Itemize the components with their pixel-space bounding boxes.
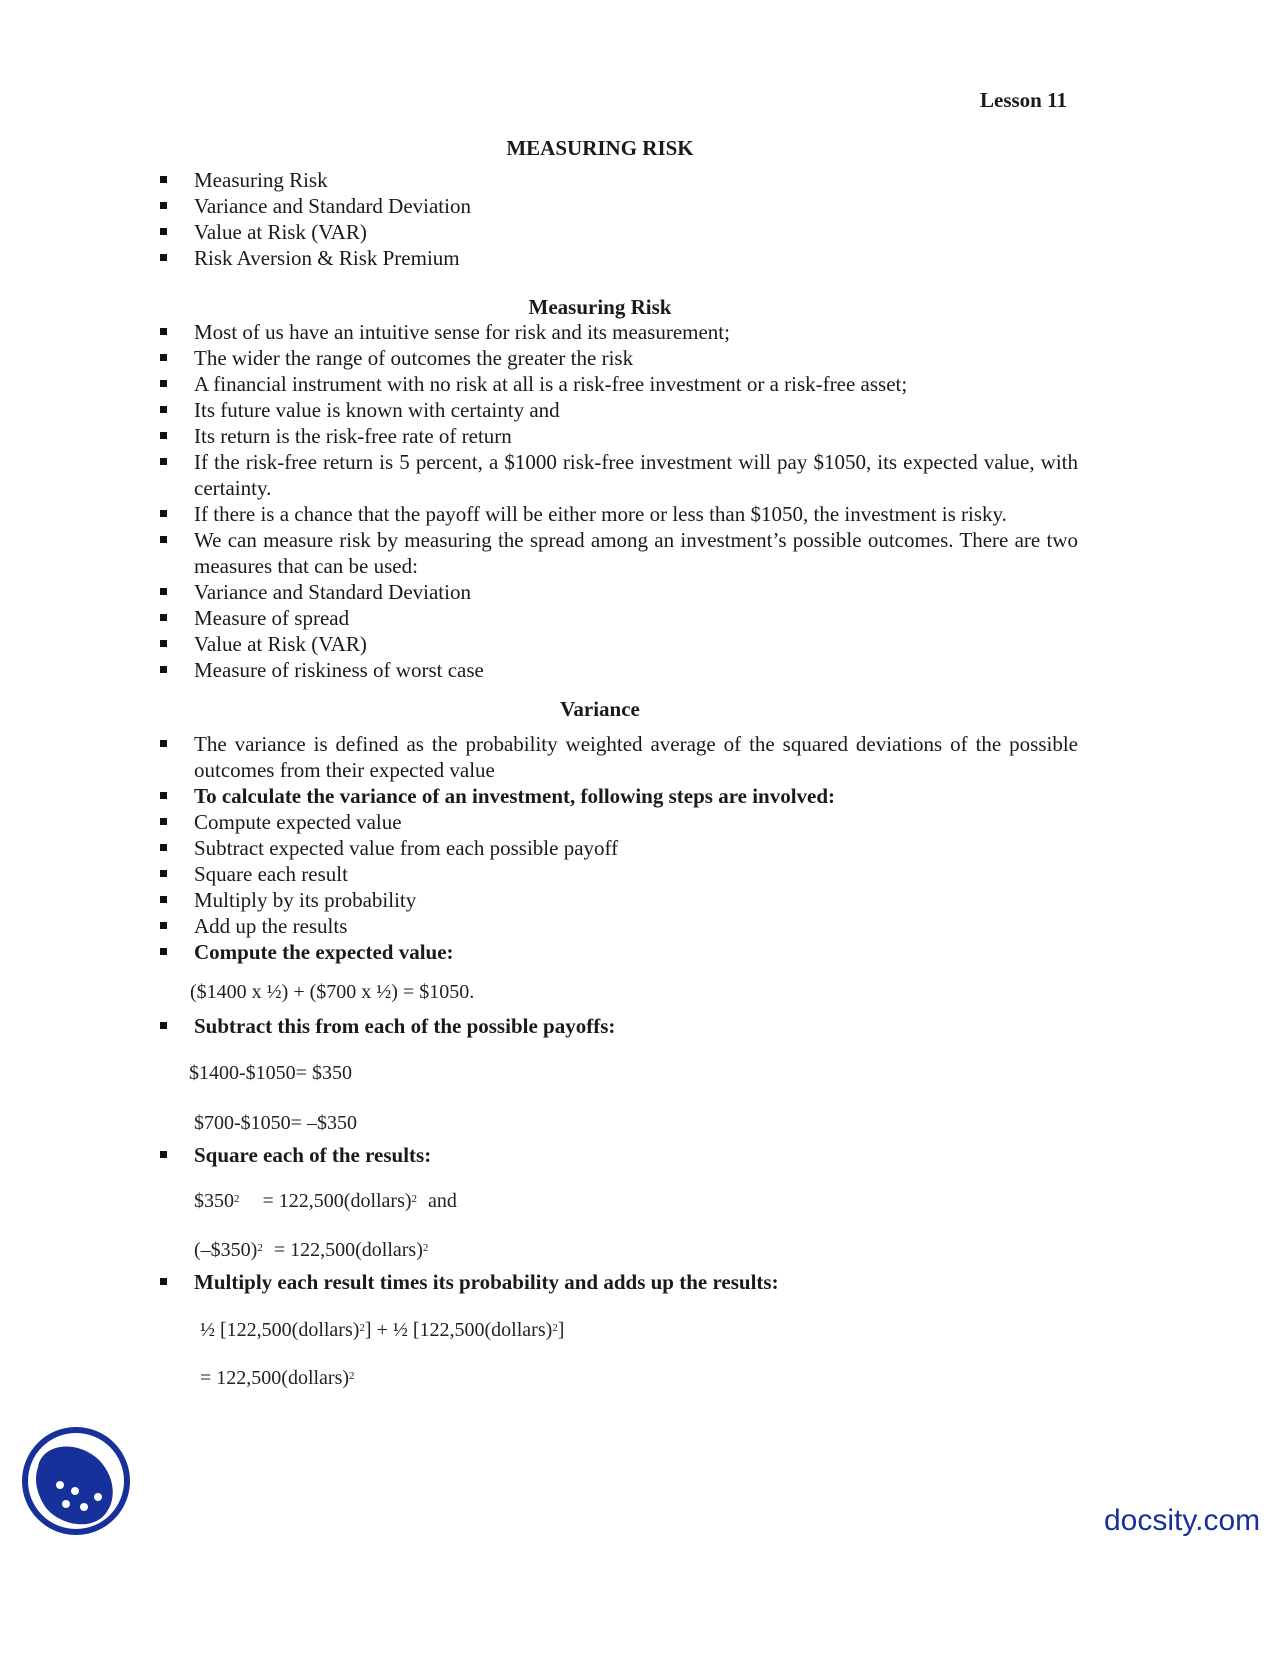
list-item: Variance and Standard Deviation	[158, 579, 1078, 605]
list-item: Variance and Standard Deviation	[158, 193, 1078, 219]
list-item: Its future value is known with certainty and	[158, 397, 1078, 423]
docsity-brand-link[interactable]: docsity.com	[1104, 1504, 1261, 1537]
list-item: Measuring Risk	[158, 167, 1078, 193]
list-item: Measure of spread	[158, 605, 1078, 631]
list-item: The variance is defined as the probability weighted average of the squared deviations of the possible outcomes from their expected value	[158, 731, 1078, 783]
list-item: Subtract this from each of the possible payoffs:	[158, 1013, 1078, 1039]
subtract-step	[158, 1013, 1078, 1039]
list-item: Compute the expected value:	[158, 939, 1078, 965]
page-title: MEASURING RISK	[506, 136, 694, 160]
variance-list	[158, 731, 1078, 965]
list-item: To calculate the variance of an investment, following steps are involved:	[158, 783, 1078, 809]
docsity-logo-icon	[20, 1425, 132, 1537]
toc-list	[158, 167, 1078, 271]
list-item: Add up the results	[158, 913, 1078, 939]
subtract-equation-2: $700-$1050= –$350	[194, 1112, 357, 1134]
subtract-equation-1: $1400-$1050= $350	[189, 1062, 352, 1084]
list-item: Compute expected value	[158, 809, 1078, 835]
multiply-equation-2: = 122,500(dollars)$^2$	[200, 1367, 355, 1389]
list-item: Its return is the risk-free rate of return	[158, 423, 1078, 449]
square-equation-1: $\$350^2$ = 122,500(dollars)$^2$ and	[194, 1190, 457, 1212]
list-item: Square each result	[158, 861, 1078, 887]
list-item: Subtract expected value from each possible payoff	[158, 835, 1078, 861]
list-item: If there is a chance that the payoff will be either more or less than $1050, the investment is risky.	[158, 501, 1078, 527]
list-item: Value at Risk (VAR)	[158, 219, 1078, 245]
list-item: Multiply by its probability	[158, 887, 1078, 913]
list-item: The wider the range of outcomes the greater the risk	[158, 345, 1078, 371]
list-item: We can measure risk by measuring the spread among an investment’s possible outcomes. There are two measures that can be used:	[158, 527, 1078, 579]
section-heading-variance: Variance	[560, 697, 640, 721]
section-heading-measuring-risk: Measuring Risk	[528, 295, 672, 319]
lesson-label: Lesson 11	[980, 88, 1067, 112]
list-item: Value at Risk (VAR)	[158, 631, 1078, 657]
list-item: Measure of riskiness of worst case	[158, 657, 1078, 683]
list-item: If the risk-free return is 5 percent, a $1000 risk-free investment will pay $1050, its expected value, with certainty.	[158, 449, 1078, 501]
list-item: Most of us have an intuitive sense for risk and its measurement;	[158, 319, 1078, 345]
multiply-equation-1: ½ [122,500(dollars)$^2$] + ½ [122,500(dollars)$^2$]	[200, 1319, 565, 1341]
square-equation-2: (–$350)$^2$ = 122,500(dollars)$^2$	[194, 1239, 429, 1261]
square-step	[158, 1142, 1078, 1168]
expected-value-equation: ($1400 x ½) + ($700 x ½) = $1050.	[190, 981, 475, 1003]
multiply-step	[158, 1269, 1078, 1295]
measuring-risk-list	[158, 319, 1078, 683]
list-item: Risk Aversion & Risk Premium	[158, 245, 1078, 271]
list-item: Square each of the results:	[158, 1142, 1078, 1168]
list-item: A financial instrument with no risk at all is a risk-free investment or a risk-free asset;	[158, 371, 1078, 397]
list-item: Multiply each result times its probability and adds up the results:	[158, 1269, 1078, 1295]
